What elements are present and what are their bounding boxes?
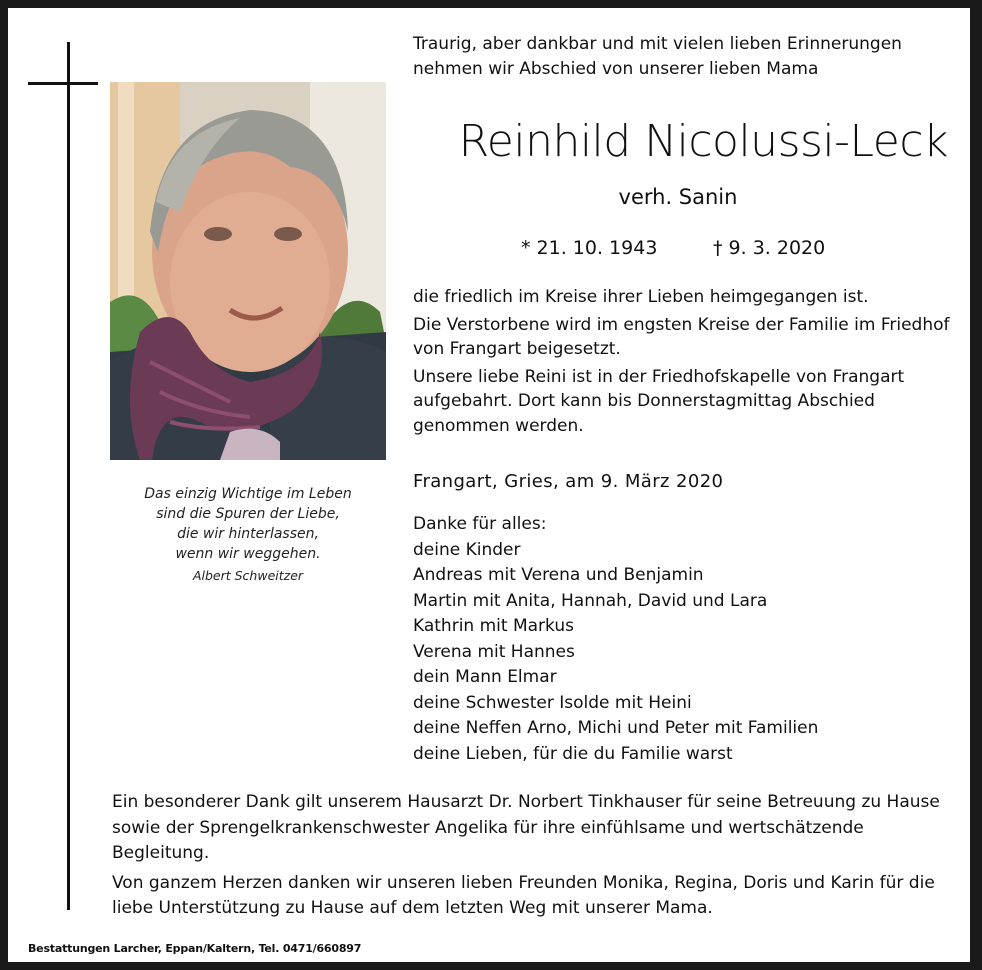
thanks-list	[413, 512, 953, 767]
thanks-name: deine Schwester Isolde mit Heini	[413, 692, 692, 713]
announcement-text	[413, 285, 953, 441]
thanks-name: Verena mit Hannes	[413, 641, 575, 662]
thanks-name: Andreas mit Verena und Benjamin	[413, 565, 704, 585]
thanks-name: Kathrin mit Markus	[413, 616, 574, 636]
quote-block	[110, 484, 386, 586]
intro-text	[413, 32, 953, 82]
death-date: † 9. 3. 2020	[713, 237, 826, 259]
thanks-name: deine Lieben, für die du Familie warst	[413, 743, 733, 764]
funeral-home-footer: Bestattungen Larcher, Eppan/Kaltern, Tel. 0471/660897	[28, 942, 362, 955]
special-thanks-paragraph: Ein besonderer Dank gilt unserem Hausarzt Dr. Norbert Tinkhauser für seine Betreuung zu Hause sowie der Sprengelkrankenschwester Angelika für ihre einfühlsame und wertschätzende Begleitung.	[112, 792, 940, 863]
thanks-name: Martin mit Anita, Hannah, David und Lara	[413, 590, 768, 611]
announcement-paragraph: Unsere liebe Reini ist in der Friedhofskapelle von Frangart aufgebahrt. Dort kann bis Donnerstagmittag Abschied genommen werden.	[413, 366, 905, 436]
quote-author: Albert Schweitzer	[192, 568, 304, 583]
deceased-name: Reinhild Nicolussi-Leck	[458, 116, 948, 167]
quote-line: sind die Spuren der Liebe,	[156, 506, 340, 522]
quote-line: wenn wir weggehen.	[175, 546, 321, 562]
birth-date: * 21. 10. 1943	[521, 237, 658, 259]
intro-line: Traurig, aber dankbar und mit vielen lieben Erinnerungen	[413, 34, 902, 54]
married-name: verh. Sanin	[618, 185, 738, 209]
special-thanks-paragraph: Von ganzem Herzen danken wir unseren lieben Freunden Monika, Regina, Doris und Karin für die liebe Unterstützung zu Hause auf dem letzten Weg mit unserer Mama.	[112, 872, 935, 918]
announcement-paragraph: Die Verstorbene wird im engsten Kreise der Familie im Friedhof von Frangart beigesetzt.	[413, 314, 950, 359]
announcement-paragraph: die friedlich im Kreise ihrer Lieben heimgegangen ist.	[413, 287, 869, 307]
place-date: Frangart, Gries, am 9. März 2020	[413, 471, 724, 492]
thanks-name: deine Kinder	[413, 539, 521, 560]
thanks-name: deine Neffen Arno, Michi und Peter mit Familien	[413, 718, 819, 738]
intro-line: nehmen wir Abschied von unserer lieben Mama	[413, 59, 819, 79]
quote-line: die wir hinterlassen,	[177, 526, 319, 542]
special-thanks	[112, 790, 952, 926]
thanks-name: dein Mann Elmar	[413, 667, 557, 687]
quote-line: Das einzig Wichtige im Leben	[144, 486, 352, 502]
obituary-page	[8, 8, 970, 962]
cross-icon-bar	[28, 82, 98, 85]
cross-icon	[67, 42, 70, 910]
thanks-heading: Danke für alles:	[413, 514, 547, 534]
portrait-photo	[110, 82, 386, 460]
